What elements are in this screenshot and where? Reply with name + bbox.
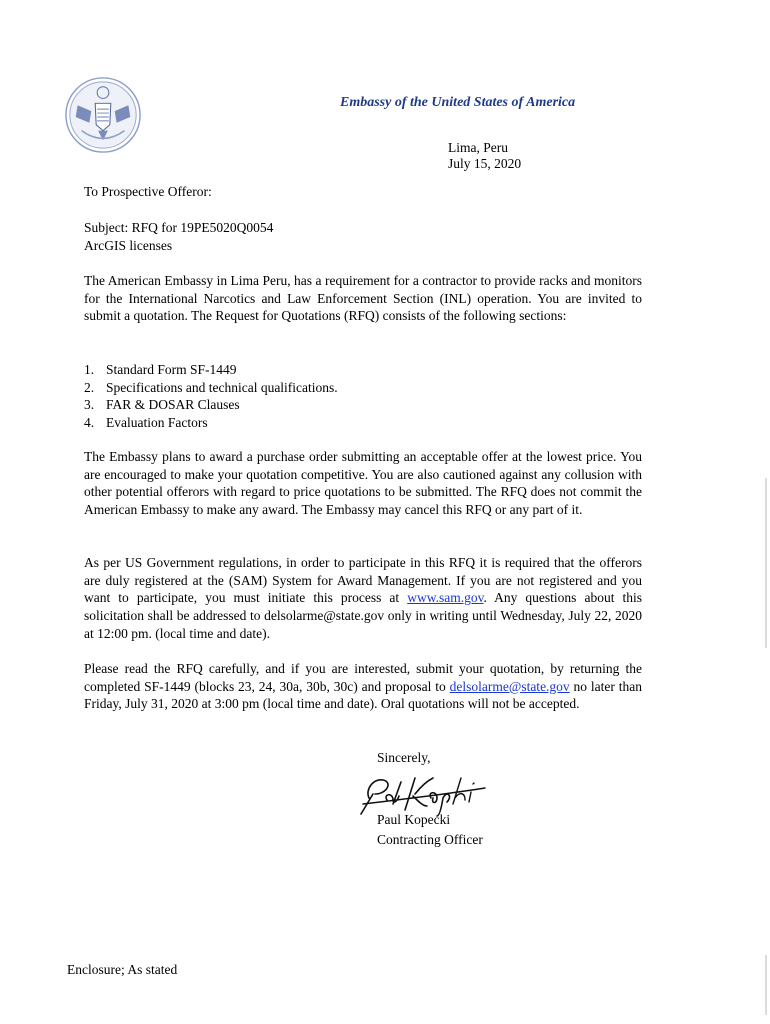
list-text: Specifications and technical qualifications. [106, 379, 338, 395]
list-number: 2. [84, 379, 95, 395]
list-number: 3. [84, 397, 95, 413]
salutation: To Prospective Offeror: [84, 184, 212, 199]
list-item [84, 396, 338, 414]
list-item [84, 361, 338, 379]
award-text: The Embassy plans to award a purchase order submitting an acceptable offer at the lowest price. You are encouraged to make your quotation competitive. You are also cautioned against any collusion with other potential offerors with regard to price quotations to be submitted. The RFQ does not commit the American Embassy to make any award. The Embassy may cancel this RFQ or any part of it. [84, 449, 642, 518]
date-line: July 15, 2020 [448, 156, 522, 171]
registration-text [84, 554, 642, 643]
subject-block [84, 219, 642, 254]
subject-line: Subject: RFQ for 19PE5020Q0054 [84, 220, 274, 235]
list-text: FAR & DOSAR Clauses [106, 397, 240, 413]
subject-description: ArcGIS licenses [84, 237, 173, 253]
email-link[interactable]: delsolarme@state.gov [449, 678, 570, 694]
list-text: Standard Form SF-1449 [106, 362, 237, 377]
place-and-date [448, 140, 521, 172]
intro-text: The American Embassy in Lima Peru, has a requirement for a contractor to provide racks and monitors for the International Narcotics and Law Enforcement Section (INL) operation. You are invited to submit a quotation. The Request for Quotations (RFQ) consists of the following sections: [84, 273, 642, 324]
intro-paragraph [84, 272, 642, 325]
list-item [84, 414, 338, 432]
registration-text-start: As per US Government regulations, in order to participate in this RFQ it is required that the offerors are duly registered at the (SAM) System for Award Management. If you are not registered and you want to participate, you must initiate this process at [84, 555, 642, 606]
sincerely: Sincerely, [377, 750, 431, 765]
signatory-name: Paul Kopecki [377, 812, 451, 827]
list-number: 4. [84, 415, 95, 431]
embassy-heading: Embassy of the United States of America [340, 95, 576, 110]
handwritten-signature [357, 770, 489, 818]
page-edge-mark [765, 478, 767, 648]
city-line: Lima, Peru [448, 140, 508, 155]
list-text: Evaluation Factors [106, 415, 208, 431]
page-edge-mark [765, 955, 767, 1015]
great-seal-emblem [64, 76, 142, 154]
award-paragraph [84, 448, 642, 519]
registration-paragraph [84, 554, 642, 643]
list-number: 1. [84, 362, 95, 377]
submission-paragraph [84, 660, 642, 713]
registration-text-end: . Any questions about this solicitation shall be addressed to delsolarme@state.gov only in writing until Wednesday, July 22, 2020 at 12:00 pm. (local time and date). [84, 590, 642, 641]
sections-list [84, 361, 338, 432]
list-item [84, 379, 338, 397]
submission-text-start: Please read the RFQ carefully, and if you are interested, submit your quotation, by returning the completed SF-1449 (blocks 23, 24, 30a, 30b, 30c) and proposal to [84, 661, 642, 694]
enclosure-note: Enclosure; As stated [67, 962, 178, 977]
submission-text-end: no later than Friday, July 31, 2020 at 3:00 pm (local time and date). Oral quotations will not be accepted. [84, 678, 642, 712]
submission-text [84, 660, 642, 713]
sam-gov-link[interactable]: www.sam.gov [407, 590, 484, 606]
signatory-title: Contracting Officer [377, 832, 483, 847]
